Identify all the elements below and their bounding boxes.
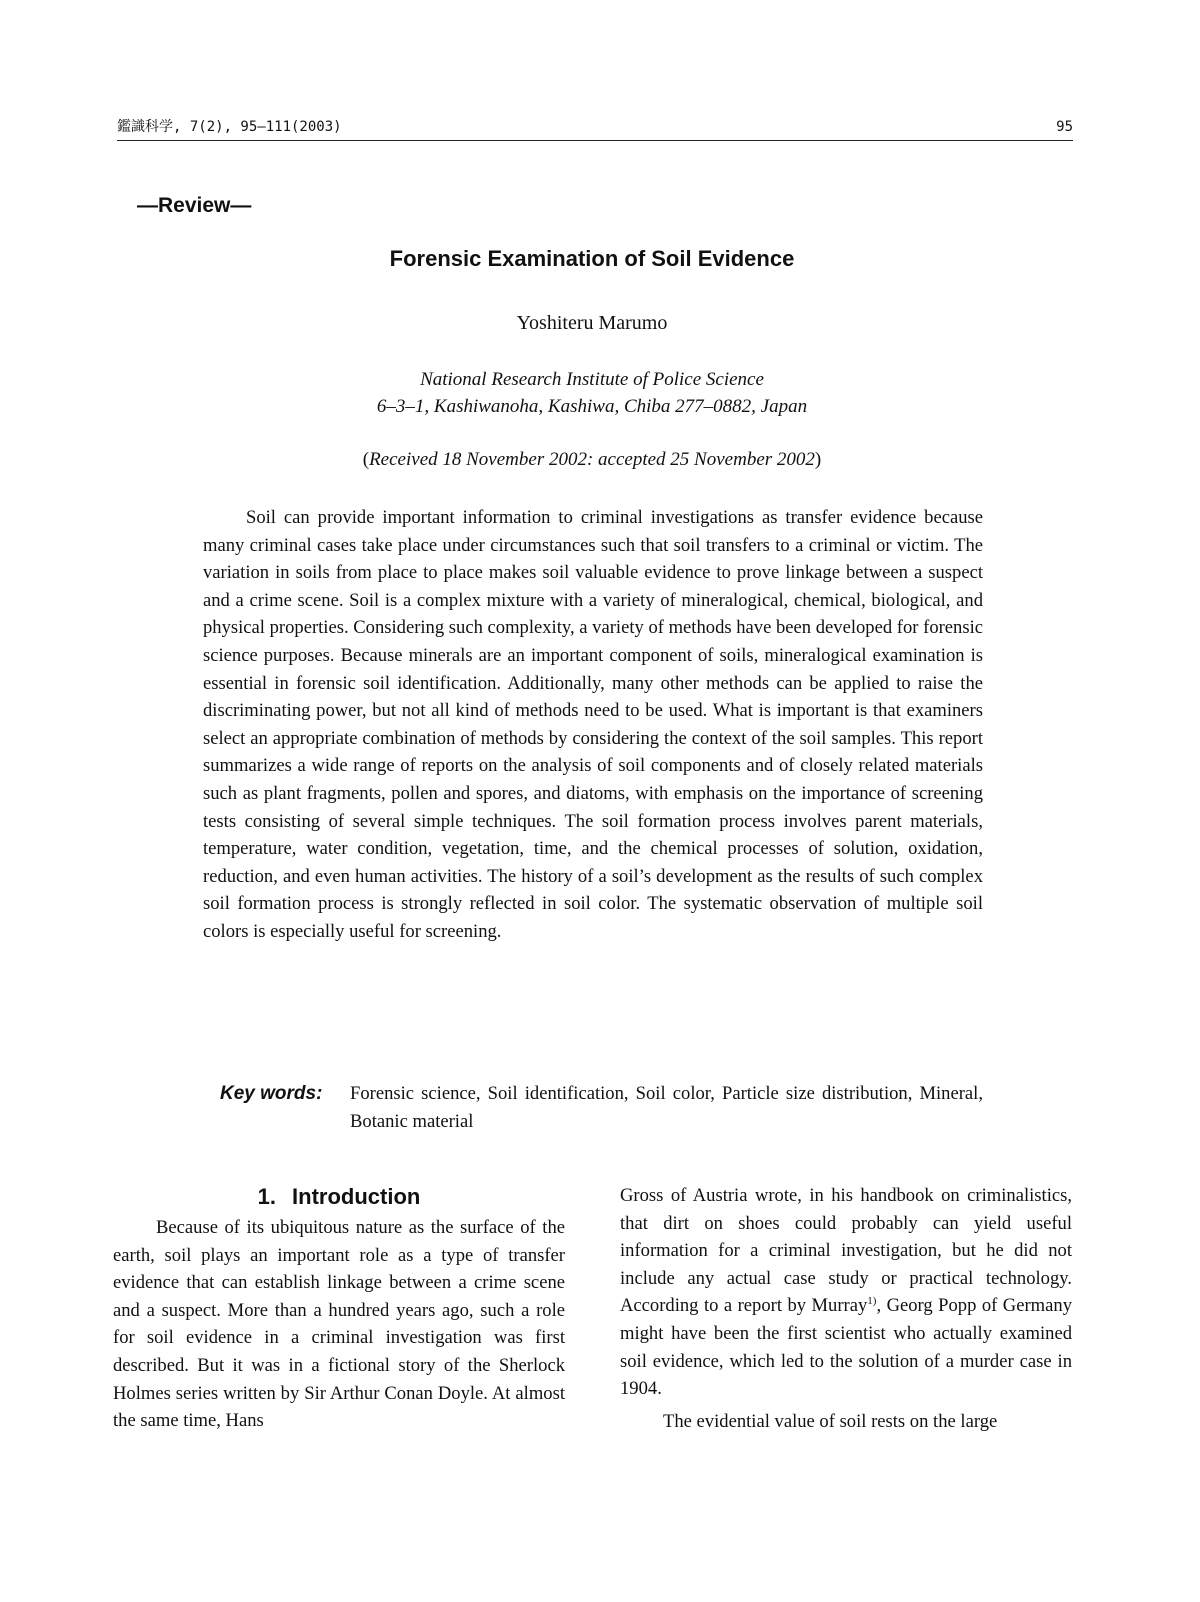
- body-paragraph: The evidential value of soil rests on the large: [663, 1410, 998, 1432]
- received-open-paren: (: [362, 449, 370, 470]
- section-heading: [113, 1182, 565, 1212]
- body-paragraph: Because of its ubiquitous nature as the surface of the earth, soil plays an important role as a type of transfer evidence that can establish linkage between a crime scene and a suspect. More than a hundred years ago, such a role for soil evidence in a criminal investigation was first described. But it was in a fictional story of the Sherlock Holmes series written by Sir Arthur Conan Doyle. At almost the same time, Hans: [113, 1217, 565, 1432]
- received-dates: [0, 449, 1184, 471]
- article-title: Forensic Examination of Soil Evidence: [389, 246, 795, 271]
- body-paragraph-continued: [620, 1182, 1072, 1403]
- page-number: 95: [1056, 119, 1073, 135]
- affiliation-institute: National Research Institute of Police Science: [420, 369, 764, 390]
- keywords: [220, 1080, 983, 1135]
- abstract: Soil can provide important information to criminal investigations as transfer evidence because many criminal cases take place under circumstances such that soil transfers to a criminal or victim. The variation in soils from place to place makes soil valuable evidence to prove linkage between a suspect and a crime scene. Soil is a complex mixture with a variety of mineralogical, chemical, biological, and physical properties. Considering such complexity, a variety of methods have been developed for forensic science purposes. Because minerals are an important component of soils, mineralogical examination is essential in forensic soil identification. Additionally, many other methods can be applied to raise the discriminating power, but not all kind of methods need to be used. What is important is that examiners select an appropriate combination of methods by considering the context of the soil samples. This report summarizes a wide range of reports on the analysis of soil components and of closely related materials such as plant fragments, pollen and spores, and diatoms, with emphasis on the importance of screening tests consisting of several simple techniques. The soil formation process involves parent materials, temperature, water condition, vegetation, time, and the chemical processes of solution, oxidation, reduction, and even human activities. The history of a soil’s development as the results of such complex soil formation process is strongly reflected in soil color. The systematic observation of multiple soil colors is especially useful for screening.: [203, 507, 984, 942]
- section-title: Introduction: [292, 1184, 421, 1209]
- left-column: [113, 1182, 565, 1435]
- journal-citation: 鑑識科学, 7(2), 95—111(2003): [117, 119, 342, 135]
- section-number: 1.: [257, 1184, 277, 1209]
- keywords-label: Key words:: [220, 1083, 323, 1104]
- affiliation-address: 6–3–1, Kashiwanoha, Kashiwa, Chiba 277–0882, Japan: [376, 396, 808, 417]
- article-type-label: —Review—: [137, 194, 252, 217]
- keywords-text: Forensic science, Soil identification, Soil color, Particle size distribution, Mineral, Botanic material: [350, 1083, 983, 1132]
- right-column: [620, 1182, 1072, 1435]
- body-text: , Georg Popp of Germany might have been the first scientist who actually examined soil evidence, which led to the solution of a murder case in 1904.: [620, 1295, 1072, 1400]
- running-header: [117, 117, 1073, 141]
- received-text: Received 18 November 2002: accepted 25 November 2002: [369, 449, 815, 470]
- received-close-paren: ): [814, 449, 822, 470]
- author-name: Yoshiteru Marumo: [516, 312, 668, 334]
- affiliation: [0, 366, 1184, 420]
- reference-marker: 1): [867, 1295, 877, 1308]
- body-text: Gross of Austria wrote, in his handbook on criminalistics, that dirt on shoes could probably can yield useful information for a criminal investigation, but he did not include any actual case study or practical technology. According to a report by Murray: [620, 1185, 1072, 1317]
